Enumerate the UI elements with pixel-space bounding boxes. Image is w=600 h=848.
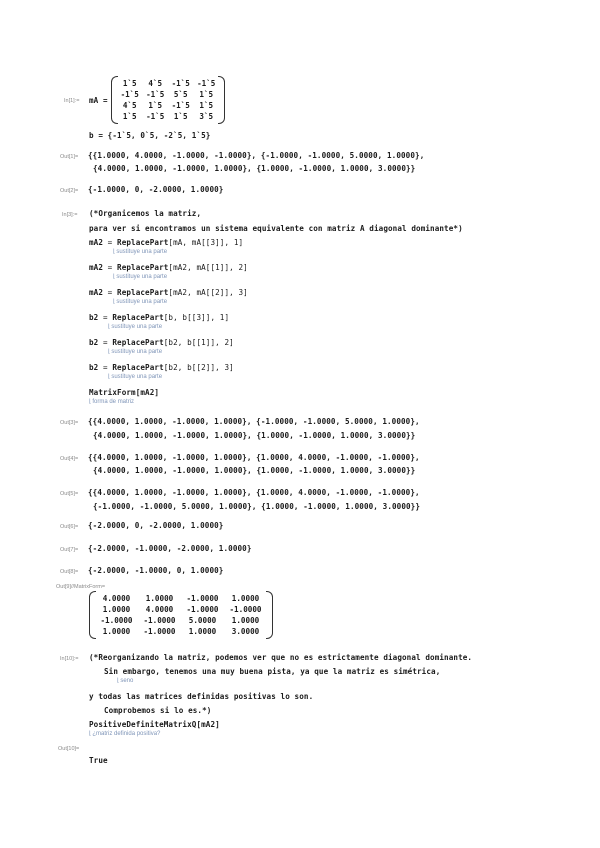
matrix-cell: 1.0000 bbox=[231, 616, 260, 625]
matrix-cell: -1`5 bbox=[171, 79, 190, 88]
in10-cmd[interactable]: PositiveDefiniteMatrixQ[mA2] bbox=[89, 720, 220, 729]
matrix-cell: -1`5 bbox=[171, 101, 190, 110]
matrix-cell: 3`5 bbox=[199, 112, 214, 121]
matrix-cell: 1`5 bbox=[173, 112, 188, 121]
in10-comment2[interactable]: Sin embargo, tenemos una muy buena pista, ya que la matriz es simétrica, bbox=[104, 667, 441, 676]
in3-cmd4[interactable]: b2 = ReplacePart[b, b[[3]], 1] bbox=[89, 313, 230, 322]
matrix-cell: 1`5 bbox=[148, 101, 163, 110]
out3-line1: {{4.0000, 1.0000, -1.0000, 1.0000}, {-1.0000, -1.0000, 5.0000, 1.0000}, bbox=[88, 417, 420, 426]
in3-comment2[interactable]: para ver si encontramos un sistema equivalente con matriz A diagonal dominante*) bbox=[89, 224, 463, 233]
matrix-row bbox=[95, 604, 267, 615]
matrix-cell: -1`5 bbox=[146, 90, 165, 99]
matrix-cell: 1.0000 bbox=[231, 594, 260, 603]
matrix-cell: -1.0000 bbox=[186, 605, 219, 614]
in3-cmd7[interactable]: MatrixForm[mA2] bbox=[89, 388, 160, 397]
matrix-cell: 1`5 bbox=[122, 79, 137, 88]
in1-label: In[1]:= bbox=[64, 98, 80, 104]
out8-line1: {-2.0000, -1.0000, 0, 1.0000} bbox=[88, 566, 224, 575]
matrix-row bbox=[95, 626, 267, 637]
matrix-row bbox=[95, 615, 267, 626]
right-paren bbox=[218, 76, 225, 124]
in3-cmd6[interactable]: b2 = ReplacePart[b2, b[[2]], 3] bbox=[89, 363, 234, 372]
out9-matrixform bbox=[89, 591, 273, 639]
in10-hint-seno: ⌊ seno bbox=[117, 677, 133, 684]
matrix-cell: 1.0000 bbox=[145, 594, 174, 603]
matrix-cell: -1`5 bbox=[197, 79, 216, 88]
in3-hint7: ⌊ forma de matriz bbox=[89, 398, 134, 405]
matrix-cell: 1`5 bbox=[199, 90, 214, 99]
in3-label: In[3]:= bbox=[62, 212, 78, 218]
matrix-cell: 4.0000 bbox=[102, 594, 131, 603]
in3-hint3: ⌊ sustituye una parte bbox=[113, 298, 167, 305]
out7-label: Out[7]= bbox=[60, 547, 79, 553]
matrix-row bbox=[117, 100, 219, 111]
out1-label: Out[1]= bbox=[60, 154, 79, 160]
in10-label: In[10]:= bbox=[60, 656, 79, 662]
mA-assign[interactable]: mA = bbox=[89, 96, 108, 105]
matrix-cell: 1`5 bbox=[122, 112, 137, 121]
matrix-cell: -1.0000 bbox=[143, 616, 176, 625]
mA-matrix[interactable] bbox=[111, 76, 225, 124]
matrix-cell: 4`5 bbox=[122, 101, 137, 110]
in3-cmd1[interactable]: mA2 = ReplacePart[mA, mA[[3]], 1] bbox=[89, 238, 244, 247]
out4-line1: {{4.0000, 1.0000, -1.0000, 1.0000}, {1.0000, 4.0000, -1.0000, -1.0000}, bbox=[88, 453, 420, 462]
matrix-row bbox=[117, 78, 219, 89]
matrix-cell: -1.0000 bbox=[229, 605, 262, 614]
matrix-cell: -1`5 bbox=[120, 90, 139, 99]
in3-hint6: ⌊ sustituye una parte bbox=[108, 373, 162, 380]
in3-comment1[interactable]: (*Organicemos la matriz, bbox=[89, 209, 202, 218]
in3-hint2: ⌊ sustituye una parte bbox=[113, 273, 167, 280]
in3-hint4: ⌊ sustituye una parte bbox=[108, 323, 162, 330]
in3-cmd3[interactable]: mA2 = ReplacePart[mA2, mA[[2]], 3] bbox=[89, 288, 248, 297]
in3-hint5: ⌊ sustituye una parte bbox=[108, 348, 162, 355]
matrix-cell: 1.0000 bbox=[188, 627, 217, 636]
out10-label: Out[10]= bbox=[58, 746, 80, 752]
matrix-cell: -1.0000 bbox=[100, 616, 133, 625]
out7-line1: {-2.0000, -1.0000, -2.0000, 1.0000} bbox=[88, 544, 252, 553]
in3-cmd2[interactable]: mA2 = ReplacePart[mA2, mA[[1]], 2] bbox=[89, 263, 248, 272]
matrix-cell: -1.0000 bbox=[143, 627, 176, 636]
out5-line2: {-1.0000, -1.0000, 5.0000, 1.0000}, {1.0000, -1.0000, 1.0000, 3.0000}} bbox=[93, 502, 421, 511]
matrix-cell: -1.0000 bbox=[186, 594, 219, 603]
out3-label: Out[3]= bbox=[60, 420, 79, 426]
out5-line1: {{4.0000, 1.0000, -1.0000, 1.0000}, {1.0000, 4.0000, -1.0000, -1.0000}, bbox=[88, 488, 420, 497]
in10-comment1[interactable]: (*Reorganizando la matriz, podemos ver que no es estrictamente diagonal dominante. bbox=[89, 653, 473, 662]
in10-hint-cmd: ⌊ ¿matriz definida positiva? bbox=[89, 730, 160, 737]
in10-comment3[interactable]: y todas las matrices definidas positivas lo son. bbox=[89, 692, 314, 701]
out10-value: True bbox=[89, 756, 108, 765]
matrix-cell: 1`5 bbox=[199, 101, 214, 110]
matrix-cell: -1`5 bbox=[146, 112, 165, 121]
out6-label: Out[6]= bbox=[60, 524, 79, 530]
matrix-row bbox=[117, 89, 219, 100]
right-paren bbox=[266, 591, 273, 639]
out8-label: Out[8]= bbox=[60, 569, 79, 575]
in3-hint1: ⌊ sustituye una parte bbox=[113, 248, 167, 255]
out1-line2: {4.0000, 1.0000, -1.0000, 1.0000}, {1.0000, -1.0000, 1.0000, 3.0000}} bbox=[93, 164, 416, 173]
out3-line2: {4.0000, 1.0000, -1.0000, 1.0000}, {1.0000, -1.0000, 1.0000, 3.0000}} bbox=[93, 431, 416, 440]
matrix-row bbox=[117, 111, 219, 122]
in10-comment4[interactable]: Comprobemos si lo es.*) bbox=[104, 706, 212, 715]
out4-label: Out[4]= bbox=[60, 456, 79, 462]
out1-line1: {{1.0000, 4.0000, -1.0000, -1.0000}, {-1.0000, -1.0000, 5.0000, 1.0000}, bbox=[88, 151, 425, 160]
in3-cmd5[interactable]: b2 = ReplacePart[b2, b[[1]], 2] bbox=[89, 338, 234, 347]
out2-line1: {-1.0000, 0, -2.0000, 1.0000} bbox=[88, 185, 224, 194]
out4-line2: {4.0000, 1.0000, -1.0000, 1.0000}, {1.0000, -1.0000, 1.0000, 3.0000}} bbox=[93, 466, 416, 475]
out6-line1: {-2.0000, 0, -2.0000, 1.0000} bbox=[88, 521, 224, 530]
out9-label: Out[9]//MatrixForm= bbox=[56, 584, 106, 590]
matrix-cell: 1.0000 bbox=[102, 605, 131, 614]
matrix-cell: 4.0000 bbox=[145, 605, 174, 614]
b-definition[interactable]: b = {-1`5, 0`5, -2`5, 1`5} bbox=[89, 131, 211, 140]
matrix-cell: 5.0000 bbox=[188, 616, 217, 625]
matrix-row bbox=[95, 593, 267, 604]
matrix-cell: 1.0000 bbox=[102, 627, 131, 636]
out5-label: Out[5]= bbox=[60, 491, 79, 497]
matrix-cell: 4`5 bbox=[148, 79, 163, 88]
matrix-cell: 5`5 bbox=[173, 90, 188, 99]
matrix-cell: 3.0000 bbox=[231, 627, 260, 636]
out2-label: Out[2]= bbox=[60, 188, 79, 194]
